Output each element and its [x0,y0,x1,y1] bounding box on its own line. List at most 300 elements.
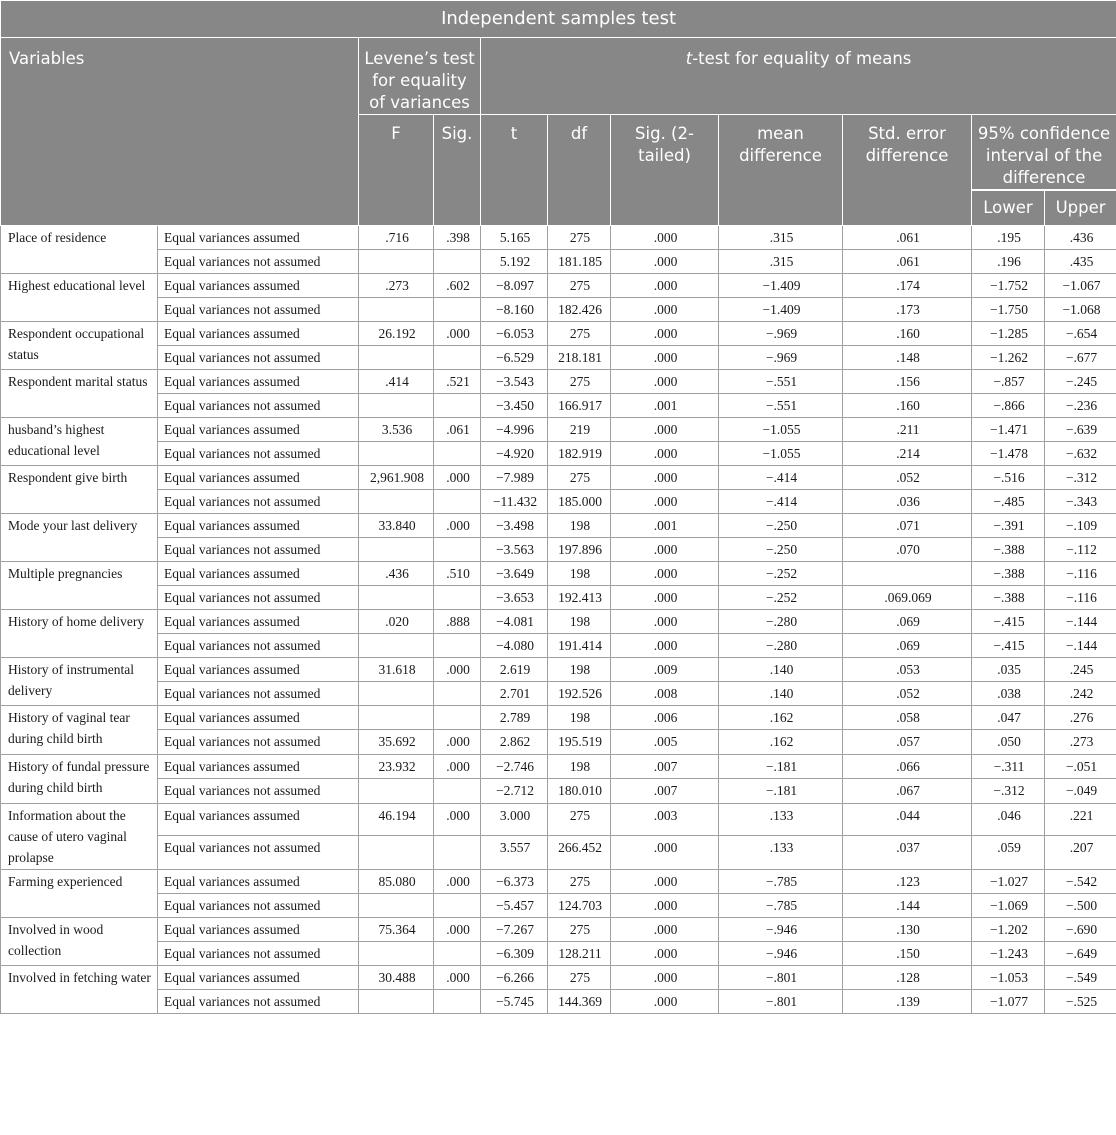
value-cell-sig: .000 [434,870,481,894]
value-cell-sig2: .000 [611,322,719,346]
value-cell-sig2: .005 [611,730,719,755]
value-cell-df: 198 [548,514,611,538]
value-cell-t: −3.543 [481,370,548,394]
value-cell-f [359,538,434,562]
value-cell-md: −1.409 [719,274,843,298]
variance-assumption-cell: Equal variances not assumed [158,894,359,918]
value-cell-md: .162 [719,706,843,730]
variance-assumption-cell: Equal variances assumed [158,870,359,894]
value-cell-md: .133 [719,804,843,836]
value-cell-md: −1.409 [719,298,843,322]
table-row [1,918,1116,942]
table-body [1,226,1116,1014]
value-cell-se: .044 [843,804,972,836]
value-cell-sig: .000 [434,918,481,942]
value-cell-f [359,836,434,870]
value-cell-md: −.280 [719,610,843,634]
value-cell-f [359,706,434,730]
value-cell-t: 2.789 [481,706,548,730]
value-cell-sig [434,779,481,804]
ttest-group-text: -test for equality of means [692,49,912,68]
value-cell-t: −4.996 [481,418,548,442]
value-cell-df: 198 [548,658,611,682]
variance-assumption-cell: Equal variances not assumed [158,779,359,804]
variable-name-cell: Involved in fetching water [1,966,158,1014]
value-cell-df: 275 [548,466,611,490]
value-cell-df: 198 [548,562,611,586]
value-cell-se: .061 [843,250,972,274]
value-cell-lo: −.388 [972,538,1045,562]
value-cell-lo: −1.053 [972,966,1045,990]
value-cell-t: 3.557 [481,836,548,870]
table-row [1,418,1116,442]
variable-name-cell: Respondent marital status [1,370,158,418]
value-cell-lo: .047 [972,706,1045,730]
value-cell-t: 3.000 [481,804,548,836]
value-cell-df: 198 [548,706,611,730]
value-cell-sig: .000 [434,466,481,490]
value-cell-sig2: .009 [611,658,719,682]
value-cell-sig2: .000 [611,370,719,394]
variance-assumption-cell: Equal variances assumed [158,918,359,942]
value-cell-t: −6.266 [481,966,548,990]
value-cell-md: −.414 [719,466,843,490]
col-t-header: t [481,115,548,226]
value-cell-lo: −.415 [972,610,1045,634]
variance-assumption-cell: Equal variances not assumed [158,586,359,610]
value-cell-up: −.109 [1045,514,1116,538]
variance-assumption-cell: Equal variances assumed [158,658,359,682]
value-cell-f [359,298,434,322]
value-cell-t: 2.862 [481,730,548,755]
value-cell-t: 5.165 [481,226,548,250]
value-cell-t: 2.619 [481,658,548,682]
value-cell-up: −.116 [1045,586,1116,610]
value-cell-md: −.250 [719,538,843,562]
value-cell-md: −1.055 [719,418,843,442]
variance-assumption-cell: Equal variances assumed [158,755,359,779]
table-row [1,610,1116,634]
value-cell-se: .066 [843,755,972,779]
value-cell-t: −5.745 [481,990,548,1014]
variables-header: Variables [1,38,359,226]
variance-assumption-cell: Equal variances not assumed [158,346,359,370]
variable-name-cell: Respondent occupational status [1,322,158,370]
value-cell-sig: .510 [434,562,481,586]
value-cell-se: .036 [843,490,972,514]
variance-assumption-cell: Equal variances not assumed [158,250,359,274]
value-cell-sig2: .003 [611,804,719,836]
value-cell-lo: −.391 [972,514,1045,538]
value-cell-df: 275 [548,870,611,894]
value-cell-t: −6.529 [481,346,548,370]
value-cell-up: .435 [1045,250,1116,274]
value-cell-sig [434,990,481,1014]
value-cell-lo: −1.069 [972,894,1045,918]
value-cell-t: −6.053 [481,322,548,346]
value-cell-lo: −1.077 [972,990,1045,1014]
value-cell-se [843,562,972,586]
value-cell-f [359,894,434,918]
value-cell-lo: −1.243 [972,942,1045,966]
value-cell-sig2: .000 [611,942,719,966]
value-cell-df: 166.917 [548,394,611,418]
value-cell-sig [434,346,481,370]
variable-name-cell: husband’s highest educational level [1,418,158,466]
value-cell-sig: .000 [434,966,481,990]
value-cell-md: .315 [719,226,843,250]
value-cell-sig2: .000 [611,918,719,942]
value-cell-sig2: .000 [611,346,719,370]
variable-name-cell: Involved in wood collection [1,918,158,966]
value-cell-f [359,634,434,658]
value-cell-t: −6.309 [481,942,548,966]
value-cell-f [359,682,434,706]
value-cell-se: .053 [843,658,972,682]
levene-group-header: Levene’s test for equality of variances [359,38,481,115]
table-row [1,779,1116,804]
variable-name-cell: Mode your last delivery [1,514,158,562]
value-cell-f: 46.194 [359,804,434,836]
value-cell-sig2: .000 [611,418,719,442]
value-cell-f: .020 [359,610,434,634]
value-cell-se: .150 [843,942,972,966]
col-mean-diff-header: mean difference [719,115,843,226]
value-cell-sig2: .000 [611,466,719,490]
value-cell-sig2: .000 [611,562,719,586]
value-cell-se: .061 [843,226,972,250]
value-cell-df: 128.211 [548,942,611,966]
value-cell-lo: −1.471 [972,418,1045,442]
value-cell-up: −.112 [1045,538,1116,562]
value-cell-sig [434,836,481,870]
table-row [1,870,1116,894]
table-row [1,730,1116,755]
value-cell-df: 218.181 [548,346,611,370]
value-cell-sig2: .000 [611,442,719,466]
value-cell-up: −.500 [1045,894,1116,918]
value-cell-lo: .196 [972,250,1045,274]
value-cell-up: .221 [1045,804,1116,836]
value-cell-se: .211 [843,418,972,442]
value-cell-sig: .000 [434,514,481,538]
value-cell-f [359,990,434,1014]
value-cell-up: −1.067 [1045,274,1116,298]
value-cell-se: .148 [843,346,972,370]
ttest-t-italic: t [685,49,693,68]
value-cell-df: 185.000 [548,490,611,514]
value-cell-lo: −1.285 [972,322,1045,346]
value-cell-sig [434,394,481,418]
value-cell-f: 85.080 [359,870,434,894]
value-cell-sig [434,682,481,706]
value-cell-t: −3.649 [481,562,548,586]
variance-assumption-cell: Equal variances not assumed [158,442,359,466]
value-cell-lo: −.866 [972,394,1045,418]
value-cell-df: 275 [548,322,611,346]
value-cell-sig: .000 [434,755,481,779]
value-cell-md: −.250 [719,514,843,538]
value-cell-f [359,779,434,804]
variance-assumption-cell: Equal variances not assumed [158,942,359,966]
table-row [1,586,1116,610]
value-cell-up: −.649 [1045,942,1116,966]
variable-name-cell: Farming experienced [1,870,158,918]
value-cell-sig2: .006 [611,706,719,730]
value-cell-up: −.312 [1045,466,1116,490]
value-cell-md: −.969 [719,346,843,370]
table-row [1,298,1116,322]
value-cell-f: 26.192 [359,322,434,346]
value-cell-md: −.551 [719,370,843,394]
variance-assumption-cell: Equal variances assumed [158,514,359,538]
value-cell-se: .071 [843,514,972,538]
variance-assumption-cell: Equal variances not assumed [158,634,359,658]
value-cell-up: .245 [1045,658,1116,682]
value-cell-sig [434,442,481,466]
value-cell-sig [434,894,481,918]
value-cell-md: −.785 [719,870,843,894]
value-cell-lo: .035 [972,658,1045,682]
variance-assumption-cell: Equal variances not assumed [158,836,359,870]
value-cell-md: −.801 [719,990,843,1014]
value-cell-sig2: .000 [611,610,719,634]
value-cell-sig: .521 [434,370,481,394]
value-cell-md: .140 [719,682,843,706]
variable-name-cell: Highest educational level [1,274,158,322]
value-cell-sig2: .007 [611,779,719,804]
table-row [1,466,1116,490]
value-cell-md: .162 [719,730,843,755]
value-cell-lo: .050 [972,730,1045,755]
value-cell-sig [434,706,481,730]
value-cell-sig2: .000 [611,226,719,250]
variance-assumption-cell: Equal variances assumed [158,706,359,730]
value-cell-se: .139 [843,990,972,1014]
value-cell-sig2: .000 [611,490,719,514]
value-cell-se: .160 [843,322,972,346]
value-cell-md: −.969 [719,322,843,346]
value-cell-sig2: .000 [611,274,719,298]
value-cell-se: .123 [843,870,972,894]
value-cell-df: 275 [548,370,611,394]
value-cell-f: 2,961.908 [359,466,434,490]
value-cell-f [359,942,434,966]
value-cell-sig [434,634,481,658]
value-cell-up: −.116 [1045,562,1116,586]
value-cell-df: 191.414 [548,634,611,658]
value-cell-f: 3.536 [359,418,434,442]
value-cell-df: 181.185 [548,250,611,274]
value-cell-up: −.049 [1045,779,1116,804]
variance-assumption-cell: Equal variances assumed [158,466,359,490]
table-row [1,706,1116,730]
value-cell-t: −6.373 [481,870,548,894]
value-cell-se: .069 [843,634,972,658]
value-cell-md: −.252 [719,562,843,586]
value-cell-sig2: .000 [611,836,719,870]
value-cell-md: −.946 [719,942,843,966]
col-sig-header: Sig. [434,115,481,226]
value-cell-se: .173 [843,298,972,322]
table-row [1,836,1116,870]
variance-assumption-cell: Equal variances not assumed [158,538,359,562]
table-row [1,394,1116,418]
value-cell-sig2: .000 [611,634,719,658]
value-cell-f: .414 [359,370,434,394]
value-cell-sig: .000 [434,730,481,755]
value-cell-se: .057 [843,730,972,755]
variance-assumption-cell: Equal variances assumed [158,370,359,394]
value-cell-md: .133 [719,836,843,870]
value-cell-f [359,490,434,514]
value-cell-sig2: .000 [611,298,719,322]
value-cell-sig2: .000 [611,538,719,562]
value-cell-f: .273 [359,274,434,298]
variable-name-cell: Respondent give birth [1,466,158,514]
variance-assumption-cell: Equal variances assumed [158,562,359,586]
value-cell-t: −2.712 [481,779,548,804]
table-row [1,538,1116,562]
col-df-header: df [548,115,611,226]
value-cell-df: 197.896 [548,538,611,562]
value-cell-df: 124.703 [548,894,611,918]
value-cell-df: 275 [548,966,611,990]
value-cell-lo: −1.027 [972,870,1045,894]
variance-assumption-cell: Equal variances not assumed [158,682,359,706]
value-cell-md: −.252 [719,586,843,610]
value-cell-lo: .195 [972,226,1045,250]
value-cell-t: −3.498 [481,514,548,538]
variance-assumption-cell: Equal variances assumed [158,804,359,836]
value-cell-t: −8.097 [481,274,548,298]
table-row [1,966,1116,990]
value-cell-up: −.690 [1045,918,1116,942]
value-cell-sig2: .000 [611,870,719,894]
table-title: Independent samples test [1,1,1116,38]
variable-name-cell: Information about the cause of utero vaginal prolapse [1,804,158,870]
value-cell-sig: .000 [434,322,481,346]
variable-name-cell: Place of residence [1,226,158,274]
variable-name-cell: Multiple pregnancies [1,562,158,610]
value-cell-lo: −.516 [972,466,1045,490]
col-std-error-header: Std. error difference [843,115,972,226]
table-row [1,322,1116,346]
value-cell-sig2: .000 [611,586,719,610]
value-cell-se: .069 [843,610,972,634]
value-cell-up: −.144 [1045,610,1116,634]
value-cell-f [359,394,434,418]
value-cell-f: .436 [359,562,434,586]
value-cell-lo: −1.478 [972,442,1045,466]
value-cell-sig: .000 [434,658,481,682]
value-cell-df: 198 [548,610,611,634]
value-cell-t: 2.701 [481,682,548,706]
value-cell-lo: −1.262 [972,346,1045,370]
value-cell-t: −3.450 [481,394,548,418]
value-cell-sig: .888 [434,610,481,634]
value-cell-df: 275 [548,226,611,250]
value-cell-t: −2.746 [481,755,548,779]
table-row [1,682,1116,706]
table-row [1,990,1116,1014]
value-cell-df: 275 [548,918,611,942]
value-cell-lo: −.857 [972,370,1045,394]
value-cell-lo: −1.202 [972,918,1045,942]
value-cell-sig: .398 [434,226,481,250]
value-cell-md: −.414 [719,490,843,514]
value-cell-t: −4.920 [481,442,548,466]
value-cell-lo: −.388 [972,586,1045,610]
value-cell-f [359,586,434,610]
value-cell-lo: −.415 [972,634,1045,658]
value-cell-f: .716 [359,226,434,250]
value-cell-sig2: .000 [611,966,719,990]
value-cell-lo: −1.752 [972,274,1045,298]
value-cell-se: .144 [843,894,972,918]
value-cell-sig: .061 [434,418,481,442]
value-cell-up: −.632 [1045,442,1116,466]
value-cell-up: .242 [1045,682,1116,706]
value-cell-lo: −.311 [972,755,1045,779]
variance-assumption-cell: Equal variances assumed [158,610,359,634]
value-cell-se: .052 [843,466,972,490]
table-row [1,226,1116,250]
value-cell-md: −.181 [719,755,843,779]
value-cell-up: −.343 [1045,490,1116,514]
col-f-header: F [359,115,434,226]
col-lower-header: Lower [972,190,1045,226]
table-row [1,634,1116,658]
table-row [1,370,1116,394]
value-cell-lo: −.388 [972,562,1045,586]
value-cell-lo: .046 [972,804,1045,836]
value-cell-se: .174 [843,274,972,298]
value-cell-sig [434,298,481,322]
variance-assumption-cell: Equal variances assumed [158,322,359,346]
variance-assumption-cell: Equal variances not assumed [158,990,359,1014]
value-cell-md: −.785 [719,894,843,918]
value-cell-se: .067 [843,779,972,804]
value-cell-df: 192.526 [548,682,611,706]
value-cell-se: .070 [843,538,972,562]
variance-assumption-cell: Equal variances assumed [158,226,359,250]
value-cell-md: −1.055 [719,442,843,466]
value-cell-sig2: .001 [611,394,719,418]
variance-assumption-cell: Equal variances not assumed [158,394,359,418]
table-row [1,894,1116,918]
value-cell-t: −7.267 [481,918,548,942]
table-row [1,346,1116,370]
ttest-group-header [481,38,1116,115]
value-cell-df: 275 [548,274,611,298]
variable-name-cell: History of instrumental delivery [1,658,158,706]
value-cell-se: .058 [843,706,972,730]
value-cell-up: −.639 [1045,418,1116,442]
value-cell-f: 30.488 [359,966,434,990]
table-row [1,442,1116,466]
value-cell-up: .207 [1045,836,1116,870]
value-cell-md: −.181 [719,779,843,804]
value-cell-se: .156 [843,370,972,394]
value-cell-df: 182.919 [548,442,611,466]
value-cell-sig [434,490,481,514]
variance-assumption-cell: Equal variances assumed [158,418,359,442]
value-cell-df: 198 [548,755,611,779]
value-cell-up: −.542 [1045,870,1116,894]
value-cell-se: .037 [843,836,972,870]
value-cell-up: −.236 [1045,394,1116,418]
